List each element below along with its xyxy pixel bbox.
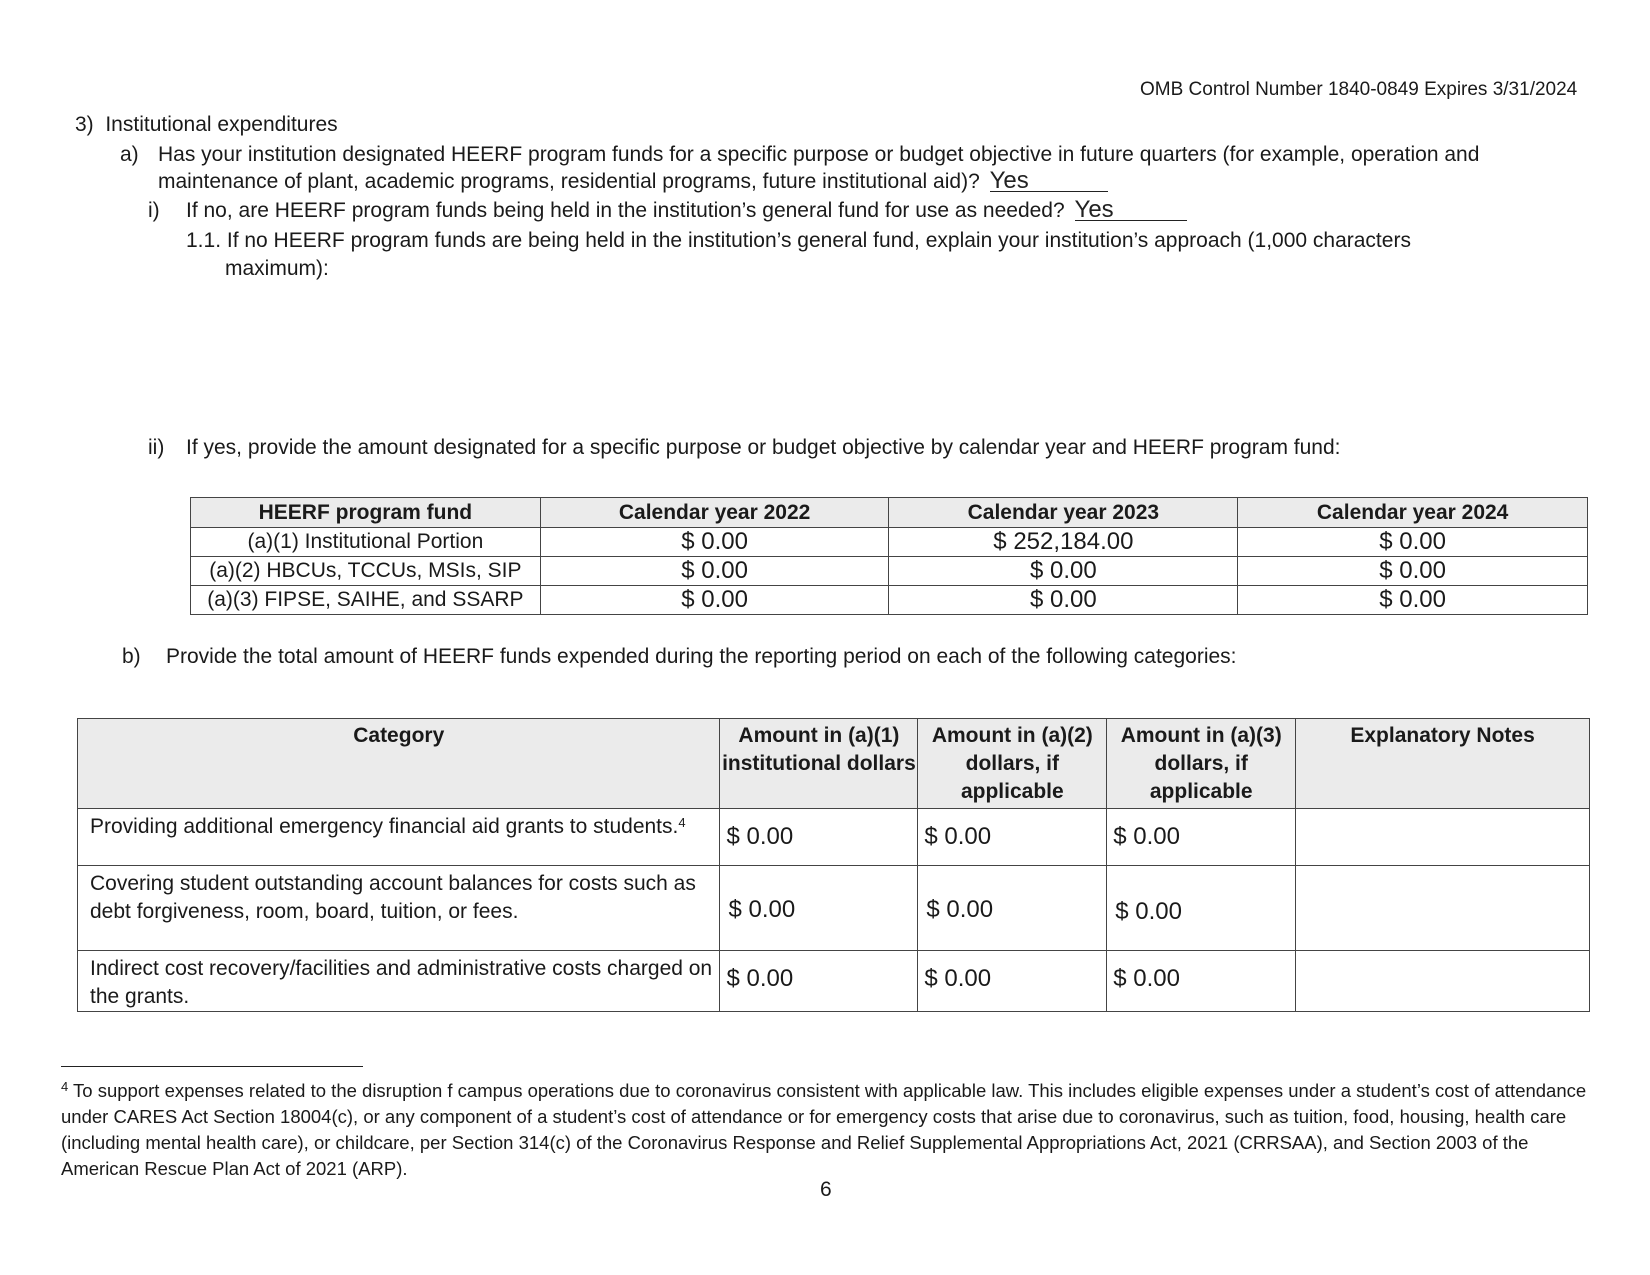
category-cell: Covering student outstanding account balances for costs such as debt forgiveness, room, board, tuition, or fees. [78,866,720,951]
question-ii-label: ii) [148,436,165,459]
amount-cell[interactable]: $ 0.00 [540,528,889,557]
notes-cell[interactable] [1296,951,1590,1012]
column-header: Calendar year 2024 [1238,498,1588,528]
question-a-text-line2: maintenance of plant, academic programs, residential programs, future institutional aid)? [158,170,980,193]
question-b-text: Provide the total amount of HEERF funds expended during the reporting period on each of the following categories: [166,645,1237,668]
fund-name-cell: (a)(2) HBCUs, TCCUs, MSIs, SIP [191,557,541,586]
question-i-row [186,196,1187,223]
question-a-answer[interactable]: Yes [990,171,1108,192]
footnote-text: To support expenses related to the disruption f campus operations due to coronavirus consistent with applicable law. This includes eligible expenses under a student’s cost of attendance under CARES Act Section 18004(c), or any component of a student’s cost of attendance or for emergency costs that arise due to coronavirus, such as tuition, food, housing, health care (including mental health care), or childcare, per Section 314(c) of the Coronavirus Response and Relief Supplemental Appropriations Act, 2021 (CRRSAA), and Section 2003 of the American Rescue Plan Act of 2021 (ARP). [61,1080,1587,1179]
column-header: HEERF program fund [191,498,541,528]
category-text: Providing additional emergency financial aid grants to students. [90,815,679,838]
question-a-label: a) [120,143,139,166]
footnote-marker: 4 [678,815,686,830]
header-line: Amount in (a)(1) [738,724,900,747]
table-row [78,809,1590,866]
amount-cell[interactable]: $ 0.00 [918,866,1107,951]
column-header-a2 [918,719,1107,809]
footnote-separator [61,1066,363,1067]
amount-cell[interactable]: $ 0.00 [1107,809,1296,866]
expenditures-table [77,718,1590,1012]
question-1-1-text: 1.1. If no HEERF program funds are being held in the institution’s general fund, explain your institution’s approach (1,000 characters [186,229,1411,252]
header-line: Amount in (a)(2) [931,724,1093,747]
question-i-answer[interactable]: Yes [1075,200,1187,221]
amount-cell[interactable]: $ 0.00 [720,951,918,1012]
header-line: applicable [1149,780,1253,803]
amount-cell[interactable]: $ 252,184.00 [889,528,1238,557]
table-row [191,528,1588,557]
column-header-a1 [720,719,918,809]
header-line: applicable [960,780,1064,803]
header-line: Amount in (a)(3) [1120,724,1282,747]
header-line: dollars, if [1154,752,1248,775]
question-i-label: i) [148,199,160,222]
question-b-label: b) [122,645,141,668]
column-header: Calendar year 2023 [889,498,1238,528]
amount-cell[interactable]: $ 0.00 [1107,866,1296,951]
category-cell [78,809,720,866]
amount-cell[interactable]: $ 0.00 [720,866,918,951]
amount-cell[interactable]: $ 0.00 [918,809,1107,866]
amount-cell[interactable]: $ 0.00 [1107,951,1296,1012]
column-header-category: Category [78,719,720,809]
amount-cell[interactable]: $ 0.00 [1238,557,1588,586]
footnote-number: 4 [61,1079,69,1094]
omb-control-number: OMB Control Number 1840-0849 Expires 3/31/2024 [1140,79,1578,100]
amount-cell[interactable]: $ 0.00 [918,951,1107,1012]
question-1-1-text-continued: maximum): [225,257,329,280]
section-title: 3) Institutional expenditures [75,113,338,136]
footnote [61,1078,1601,1182]
amount-cell[interactable]: $ 0.00 [540,586,889,615]
question-a-text-continued [158,167,1108,194]
amount-cell[interactable]: $ 0.00 [1238,528,1588,557]
table-row [191,586,1588,615]
amount-cell[interactable]: $ 0.00 [1238,586,1588,615]
question-ii-text: If yes, provide the amount designated for a specific purpose or budget objective by calendar year and HEERF program fund: [186,436,1341,459]
question-i-text: If no, are HEERF program funds being held in the institution’s general fund for use as needed? [186,199,1065,222]
table-row [78,866,1590,951]
table-row [191,557,1588,586]
header-line: institutional dollars [722,752,916,775]
table-header-row [78,719,1590,809]
fund-name-cell: (a)(3) FIPSE, SAIHE, and SSARP [191,586,541,615]
amount-cell[interactable]: $ 0.00 [889,557,1238,586]
question-a-text: Has your institution designated HEERF program funds for a specific purpose or budget objective in future quarters (for example, operation and [158,143,1480,166]
notes-cell[interactable] [1296,809,1590,866]
column-header-a3 [1107,719,1296,809]
table-row [78,951,1590,1012]
column-header: Calendar year 2022 [540,498,889,528]
header-line: dollars, if [965,752,1059,775]
amount-cell[interactable]: $ 0.00 [720,809,918,866]
amount-cell[interactable]: $ 0.00 [540,557,889,586]
table-header-row [191,498,1588,528]
designated-funds-table [190,497,1588,615]
category-cell: Indirect cost recovery/facilities and administrative costs charged on the grants. [78,951,720,1012]
amount-cell[interactable]: $ 0.00 [889,586,1238,615]
notes-cell[interactable] [1296,866,1590,951]
page-number: 6 [820,1178,832,1201]
column-header-notes: Explanatory Notes [1296,719,1590,809]
fund-name-cell: (a)(1) Institutional Portion [191,528,541,557]
